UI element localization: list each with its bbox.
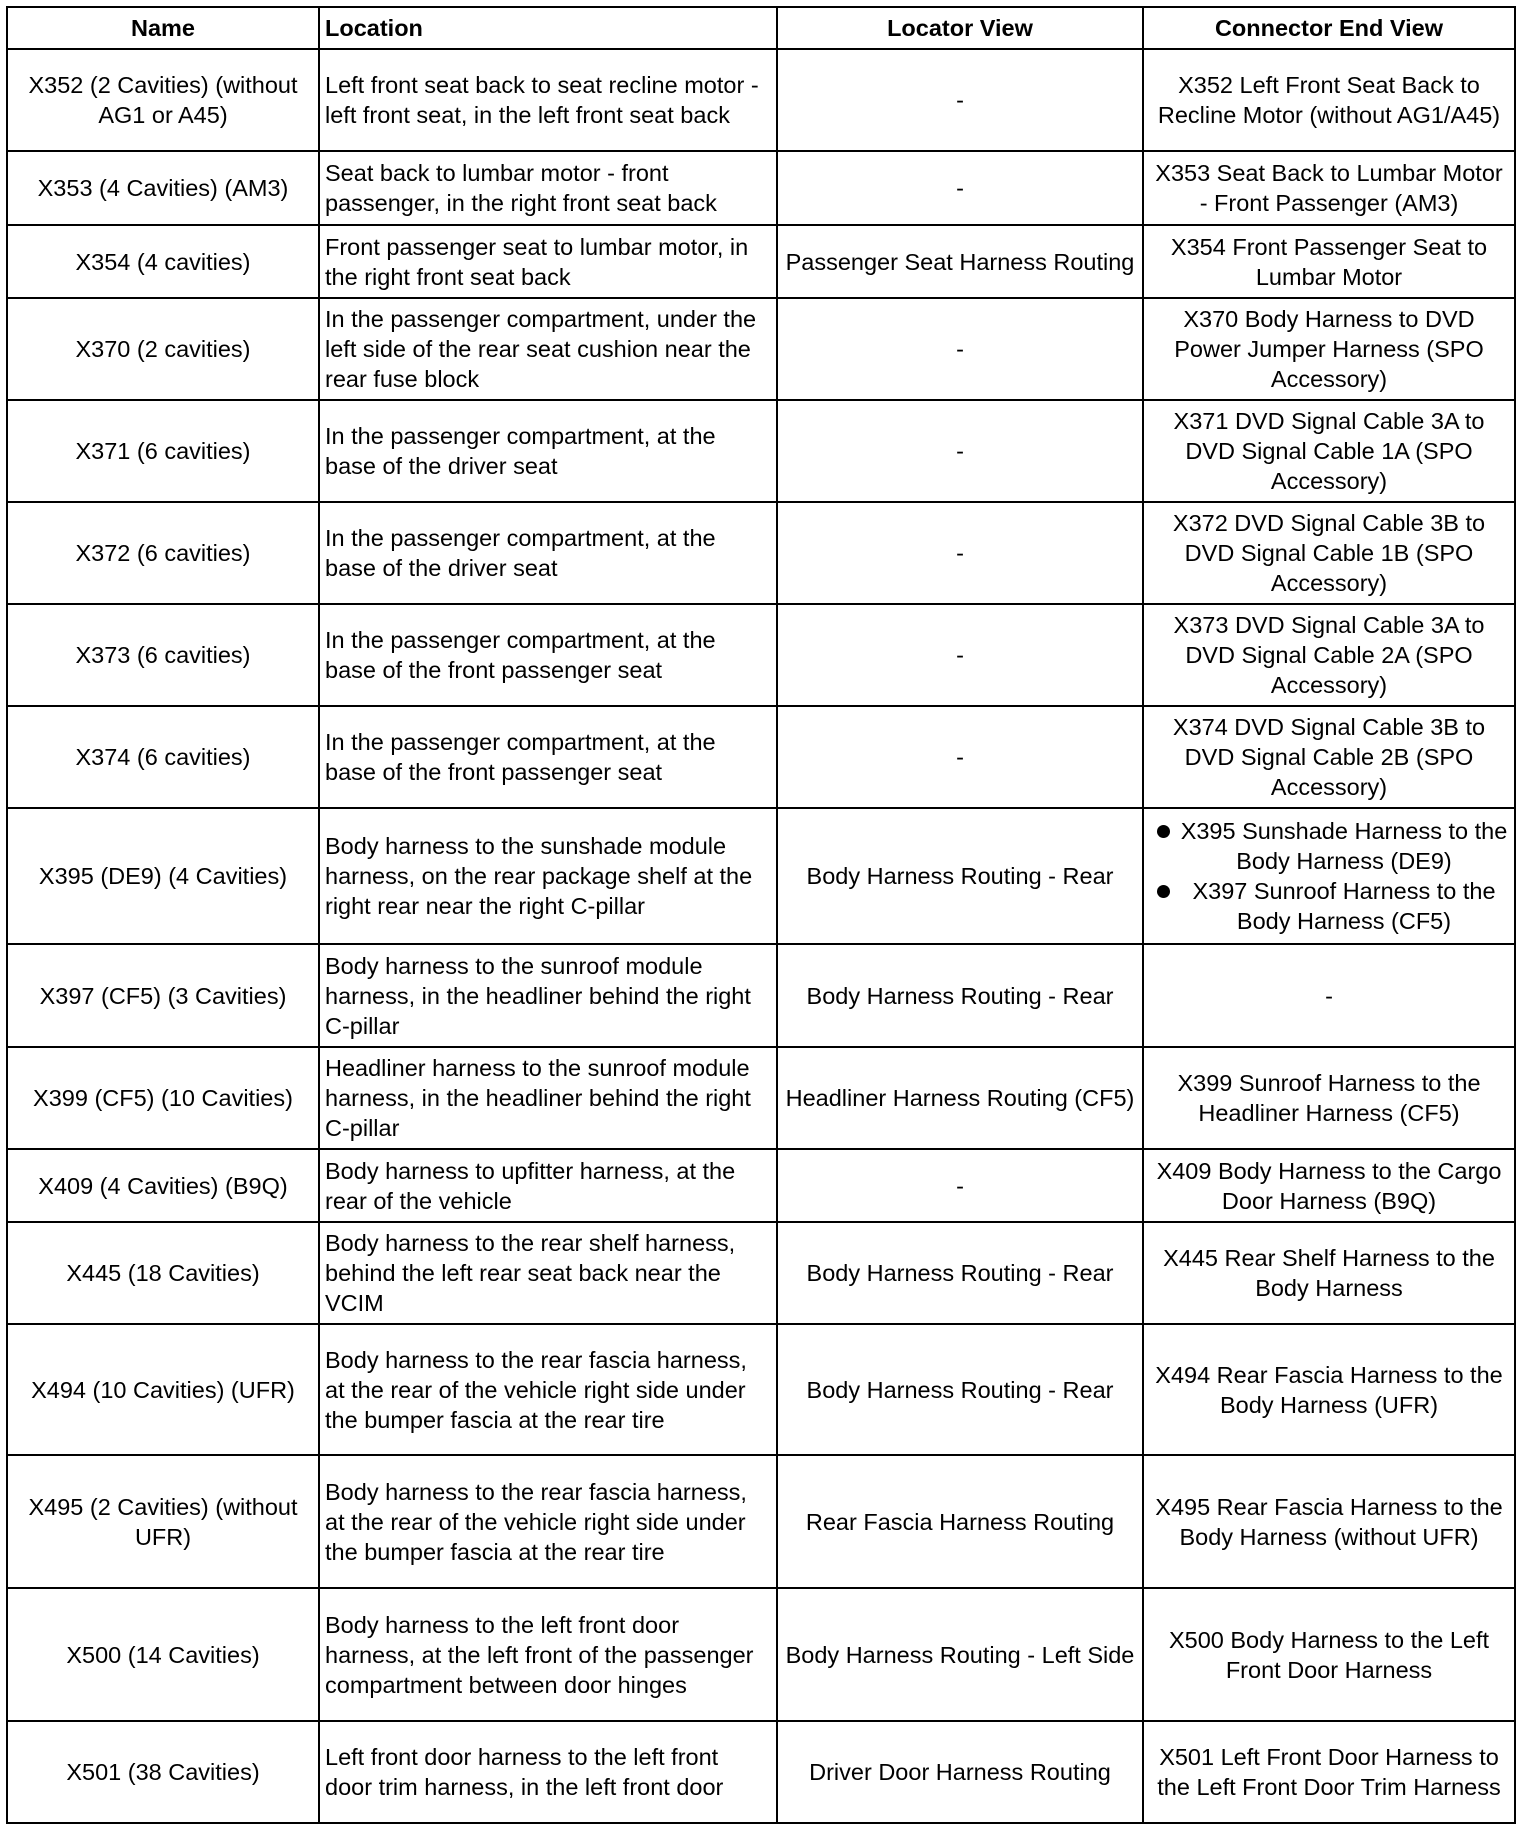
table-row [7, 1047, 1515, 1149]
cell-name: X500 (14 Cavities) [7, 1588, 319, 1721]
table-row [7, 400, 1515, 502]
cell-locator-view: Headliner Harness Routing (CF5) [777, 1047, 1143, 1149]
cell-name: X352 (2 Cavities) (without AG1 or A45) [7, 49, 319, 151]
cell-location: Body harness to the rear fascia harness, at the rear of the vehicle right side under the bumper fascia at the rear tire [319, 1324, 777, 1455]
cell-locator-view: Passenger Seat Harness Routing [777, 225, 1143, 298]
cell-name: X501 (38 Cavities) [7, 1721, 319, 1823]
header-connector-end-view: Connector End View [1143, 7, 1515, 49]
cell-locator-view: Rear Fascia Harness Routing [777, 1455, 1143, 1588]
cell-locator-view: Body Harness Routing - Rear [777, 1324, 1143, 1455]
list-item [1149, 876, 1509, 936]
cell-location: Body harness to the rear fascia harness, at the rear of the vehicle right side under the bumper fascia at the rear tire [319, 1455, 777, 1588]
list-item-text: X397 Sunroof Harness to the Body Harness (CF5) [1192, 878, 1496, 934]
cell-connector-end-view: X352 Left Front Seat Back to Recline Motor (without AG1/A45) [1143, 49, 1515, 151]
connector-table-wrapper [6, 6, 1514, 1824]
bullet-icon [1157, 825, 1170, 838]
cell-location: Body harness to the sunshade module harness, on the rear package shelf at the right rear near the right C-pillar [319, 808, 777, 944]
table-row [7, 1324, 1515, 1455]
cell-connector-end-view: X372 DVD Signal Cable 3B to DVD Signal Cable 1B (SPO Accessory) [1143, 502, 1515, 604]
table-row [7, 151, 1515, 225]
cell-location: Front passenger seat to lumbar motor, in the right front seat back [319, 225, 777, 298]
cell-location: Left front seat back to seat recline motor - left front seat, in the left front seat back [319, 49, 777, 151]
cell-name: X395 (DE9) (4 Cavities) [7, 808, 319, 944]
cell-name: X445 (18 Cavities) [7, 1222, 319, 1324]
cell-location: Body harness to the sunroof module harness, in the headliner behind the right C-pillar [319, 944, 777, 1047]
cell-connector-end-view: X353 Seat Back to Lumbar Motor - Front Passenger (AM3) [1143, 151, 1515, 225]
cell-location: Seat back to lumbar motor - front passenger, in the right front seat back [319, 151, 777, 225]
cell-locator-view: - [777, 706, 1143, 808]
table-row [7, 298, 1515, 400]
cell-locator-view: - [777, 49, 1143, 151]
list-item-text: X395 Sunshade Harness to the Body Harness (DE9) [1180, 818, 1508, 874]
cell-connector-end-view: X409 Body Harness to the Cargo Door Harness (B9Q) [1143, 1149, 1515, 1222]
cell-locator-view: Body Harness Routing - Rear [777, 1222, 1143, 1324]
header-location: Location [319, 7, 777, 49]
table-row [7, 1455, 1515, 1588]
cell-locator-view: - [777, 1149, 1143, 1222]
cell-name: X409 (4 Cavities) (B9Q) [7, 1149, 319, 1222]
cell-locator-view: - [777, 298, 1143, 400]
cell-name: X397 (CF5) (3 Cavities) [7, 944, 319, 1047]
list-item [1149, 816, 1509, 876]
cell-connector-end-view: X373 DVD Signal Cable 3A to DVD Signal Cable 2A (SPO Accessory) [1143, 604, 1515, 706]
cell-location: In the passenger compartment, under the left side of the rear seat cushion near the rear fuse block [319, 298, 777, 400]
header-name: Name [7, 7, 319, 49]
cell-name: X370 (2 cavities) [7, 298, 319, 400]
cell-locator-view: - [777, 400, 1143, 502]
table-row [7, 808, 1515, 944]
table-row [7, 1222, 1515, 1324]
cell-location: Headliner harness to the sunroof module harness, in the headliner behind the right C-pillar [319, 1047, 777, 1149]
cell-locator-view: Body Harness Routing - Rear [777, 944, 1143, 1047]
connector-end-view-list [1149, 816, 1509, 936]
header-locator-view: Locator View [777, 7, 1143, 49]
cell-connector-end-view: X495 Rear Fascia Harness to the Body Harness (without UFR) [1143, 1455, 1515, 1588]
table-row [7, 225, 1515, 298]
cell-name: X354 (4 cavities) [7, 225, 319, 298]
cell-connector-end-view: X494 Rear Fascia Harness to the Body Harness (UFR) [1143, 1324, 1515, 1455]
cell-connector-end-view: X500 Body Harness to the Left Front Door Harness [1143, 1588, 1515, 1721]
table-row [7, 1588, 1515, 1721]
cell-connector-end-view: X445 Rear Shelf Harness to the Body Harness [1143, 1222, 1515, 1324]
cell-locator-view: - [777, 604, 1143, 706]
table-row [7, 1149, 1515, 1222]
cell-connector-end-view [1143, 808, 1515, 944]
cell-location: Left front door harness to the left front door trim harness, in the left front door [319, 1721, 777, 1823]
cell-name: X371 (6 cavities) [7, 400, 319, 502]
cell-location: In the passenger compartment, at the base of the driver seat [319, 400, 777, 502]
cell-connector-end-view: X399 Sunroof Harness to the Headliner Harness (CF5) [1143, 1047, 1515, 1149]
cell-connector-end-view: X370 Body Harness to DVD Power Jumper Harness (SPO Accessory) [1143, 298, 1515, 400]
cell-locator-view: Body Harness Routing - Left Side [777, 1588, 1143, 1721]
cell-location: Body harness to upfitter harness, at the rear of the vehicle [319, 1149, 777, 1222]
header-row [7, 7, 1515, 49]
cell-name: X372 (6 cavities) [7, 502, 319, 604]
table-row [7, 49, 1515, 151]
cell-location: Body harness to the rear shelf harness, behind the left rear seat back near the VCIM [319, 1222, 777, 1324]
cell-connector-end-view: X354 Front Passenger Seat to Lumbar Motor [1143, 225, 1515, 298]
cell-location: Body harness to the left front door harness, at the left front of the passenger compartment between door hinges [319, 1588, 777, 1721]
cell-name: X353 (4 Cavities) (AM3) [7, 151, 319, 225]
bullet-icon [1157, 885, 1170, 898]
table-row [7, 1721, 1515, 1823]
cell-connector-end-view: X501 Left Front Door Harness to the Left Front Door Trim Harness [1143, 1721, 1515, 1823]
cell-locator-view: Body Harness Routing - Rear [777, 808, 1143, 944]
connector-table [6, 6, 1516, 1824]
cell-connector-end-view: X374 DVD Signal Cable 3B to DVD Signal Cable 2B (SPO Accessory) [1143, 706, 1515, 808]
cell-locator-view: Driver Door Harness Routing [777, 1721, 1143, 1823]
cell-connector-end-view: - [1143, 944, 1515, 1047]
cell-name: X494 (10 Cavities) (UFR) [7, 1324, 319, 1455]
cell-name: X373 (6 cavities) [7, 604, 319, 706]
cell-location: In the passenger compartment, at the base of the front passenger seat [319, 706, 777, 808]
cell-name: X495 (2 Cavities) (without UFR) [7, 1455, 319, 1588]
table-row [7, 944, 1515, 1047]
table-row [7, 502, 1515, 604]
cell-name: X399 (CF5) (10 Cavities) [7, 1047, 319, 1149]
cell-location: In the passenger compartment, at the base of the front passenger seat [319, 604, 777, 706]
table-row [7, 706, 1515, 808]
cell-connector-end-view: X371 DVD Signal Cable 3A to DVD Signal Cable 1A (SPO Accessory) [1143, 400, 1515, 502]
cell-name: X374 (6 cavities) [7, 706, 319, 808]
cell-locator-view: - [777, 151, 1143, 225]
cell-locator-view: - [777, 502, 1143, 604]
cell-location: In the passenger compartment, at the base of the driver seat [319, 502, 777, 604]
table-row [7, 604, 1515, 706]
